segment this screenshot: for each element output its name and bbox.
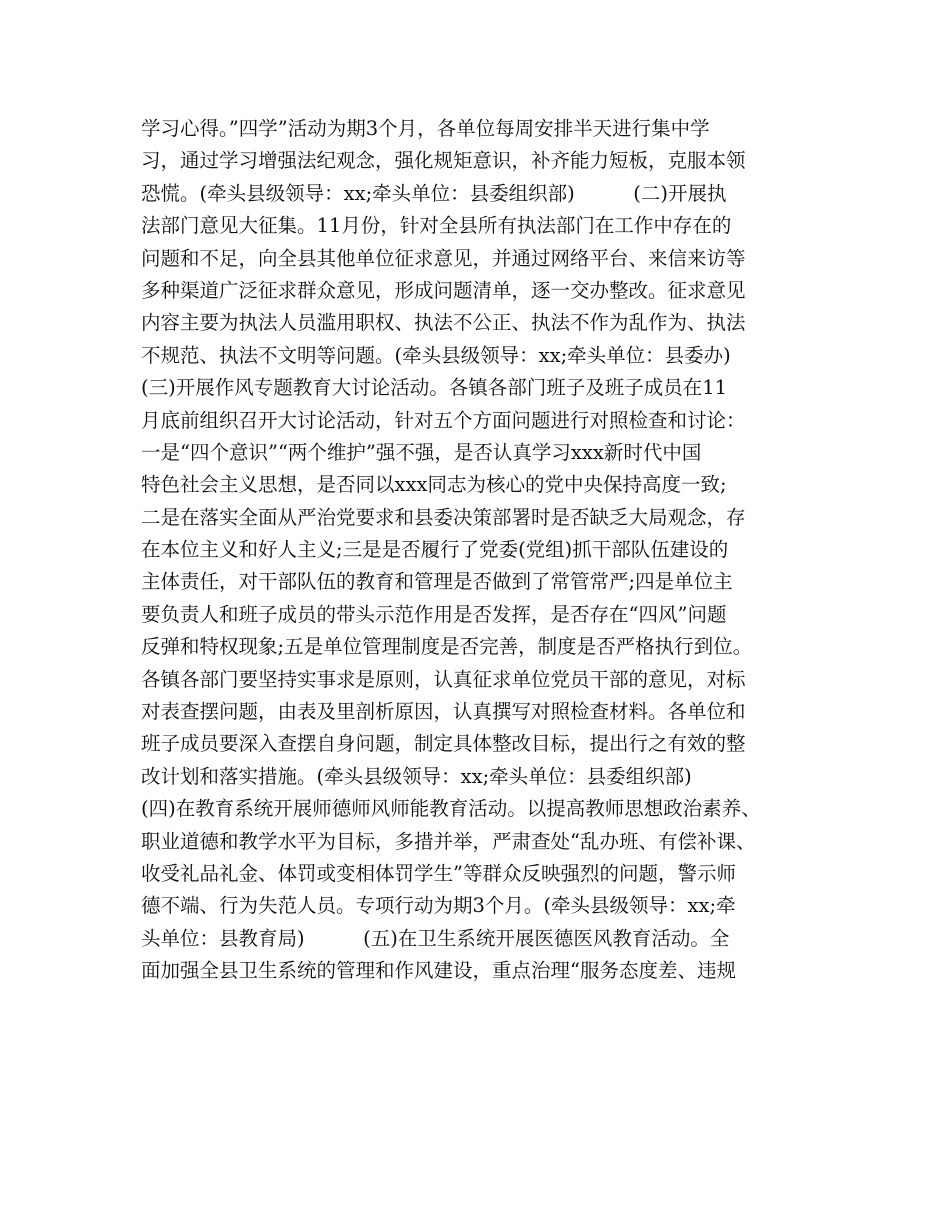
text-line: 收受礼品礼金、体罚或变相体罚学生”等群众反映强烈的问题，警示师 [141,861,736,885]
text-line: 恐慌。(牵头县级领导：xx;牵头单位：县委组织部) (二)开展执 [141,181,727,205]
text-line: 改计划和落实措施。(牵头县级领导：xx;牵头单位：县委组织部) [141,764,692,788]
text-line: 学习心得。”四学”活动为期3个月，各单位每周安排半天进行集中学 [141,117,710,140]
text-line: 德不端、行为失范人员。专项行动为期3个月。(牵头县级领导：xx;牵 [141,894,736,918]
text-line: 内容主要为执法人员滥用职权、执法不公正、执法不作为乱作为、执法 [141,311,746,335]
text-line: 月底前组织召开大讨论活动，针对五个方面问题进行对照检查和讨论： [141,408,746,432]
text-line: 要负责人和班子成员的带头示范作用是否发挥，是否存在“四风”问题 [141,602,727,626]
text-line: 特色社会主义思想，是否同以xxx同志为核心的党中央保持高度一致; [141,473,727,497]
text-line: 问题和不足，向全县其他单位征求意见，并通过网络平台、来信来访等 [141,246,746,270]
text-line: 反弹和特权现象;五是单位管理制度是否完善，制度是否严格执行到位。 [141,635,753,659]
text-line: (三)开展作风专题教育大讨论活动。各镇各部门班子及班子成员在11 [141,376,728,400]
text-line: 职业道德和教学水平为目标，多措并举，严肃查处“乱办班、有偿补课、 [141,829,756,853]
text-line: 一是“四个意识”“两个维护”强不强，是否认真学习xxx新时代中国 [141,440,702,464]
text-line: 多种渠道广泛征求群众意见，形成问题清单，逐一交办整改。征求意见 [141,278,746,302]
text-line: 头单位：县教育局) (五)在卫生系统开展医德医风教育活动。全 [141,926,730,950]
body-text [141,113,821,988]
text-line: 面加强全县卫生系统的管理和作风建设，重点治理“服务态度差、违规 [141,959,736,983]
text-line: 不规范、执法不文明等问题。(牵头县级领导：xx;牵头单位：县委办) [141,343,731,367]
text-line: 对表查摆问题，由表及里剖析原因，认真撰写对照检查材料。各单位和 [141,700,746,724]
text-line: 二是在落实全面从严治党要求和县委决策部署时是否缺乏大局观念，存 [141,505,746,529]
text-line: 在本位主义和好人主义;三是是否履行了党委(党组)抓干部队伍建设的 [141,538,729,562]
text-line: 班子成员要深入查摆自身问题，制定具体整改目标，提出行之有效的整 [141,732,746,756]
text-line: (四)在教育系统开展师德师风师能教育活动。以提高教师思想政治素养、 [141,797,761,821]
text-line: 各镇各部门要坚持实事求是原则，认真征求单位党员干部的意见，对标 [141,667,746,691]
text-line: 法部门意见大征集。11月份，针对全县所有执法部门在工作中存在的 [141,214,732,238]
text-line: 主体责任，对干部队伍的教育和管理是否做到了常管常严;四是单位主 [141,570,733,594]
text-line: 习，通过学习增强法纪观念，强化规矩意识，补齐能力短板，克服本领 [141,149,746,173]
